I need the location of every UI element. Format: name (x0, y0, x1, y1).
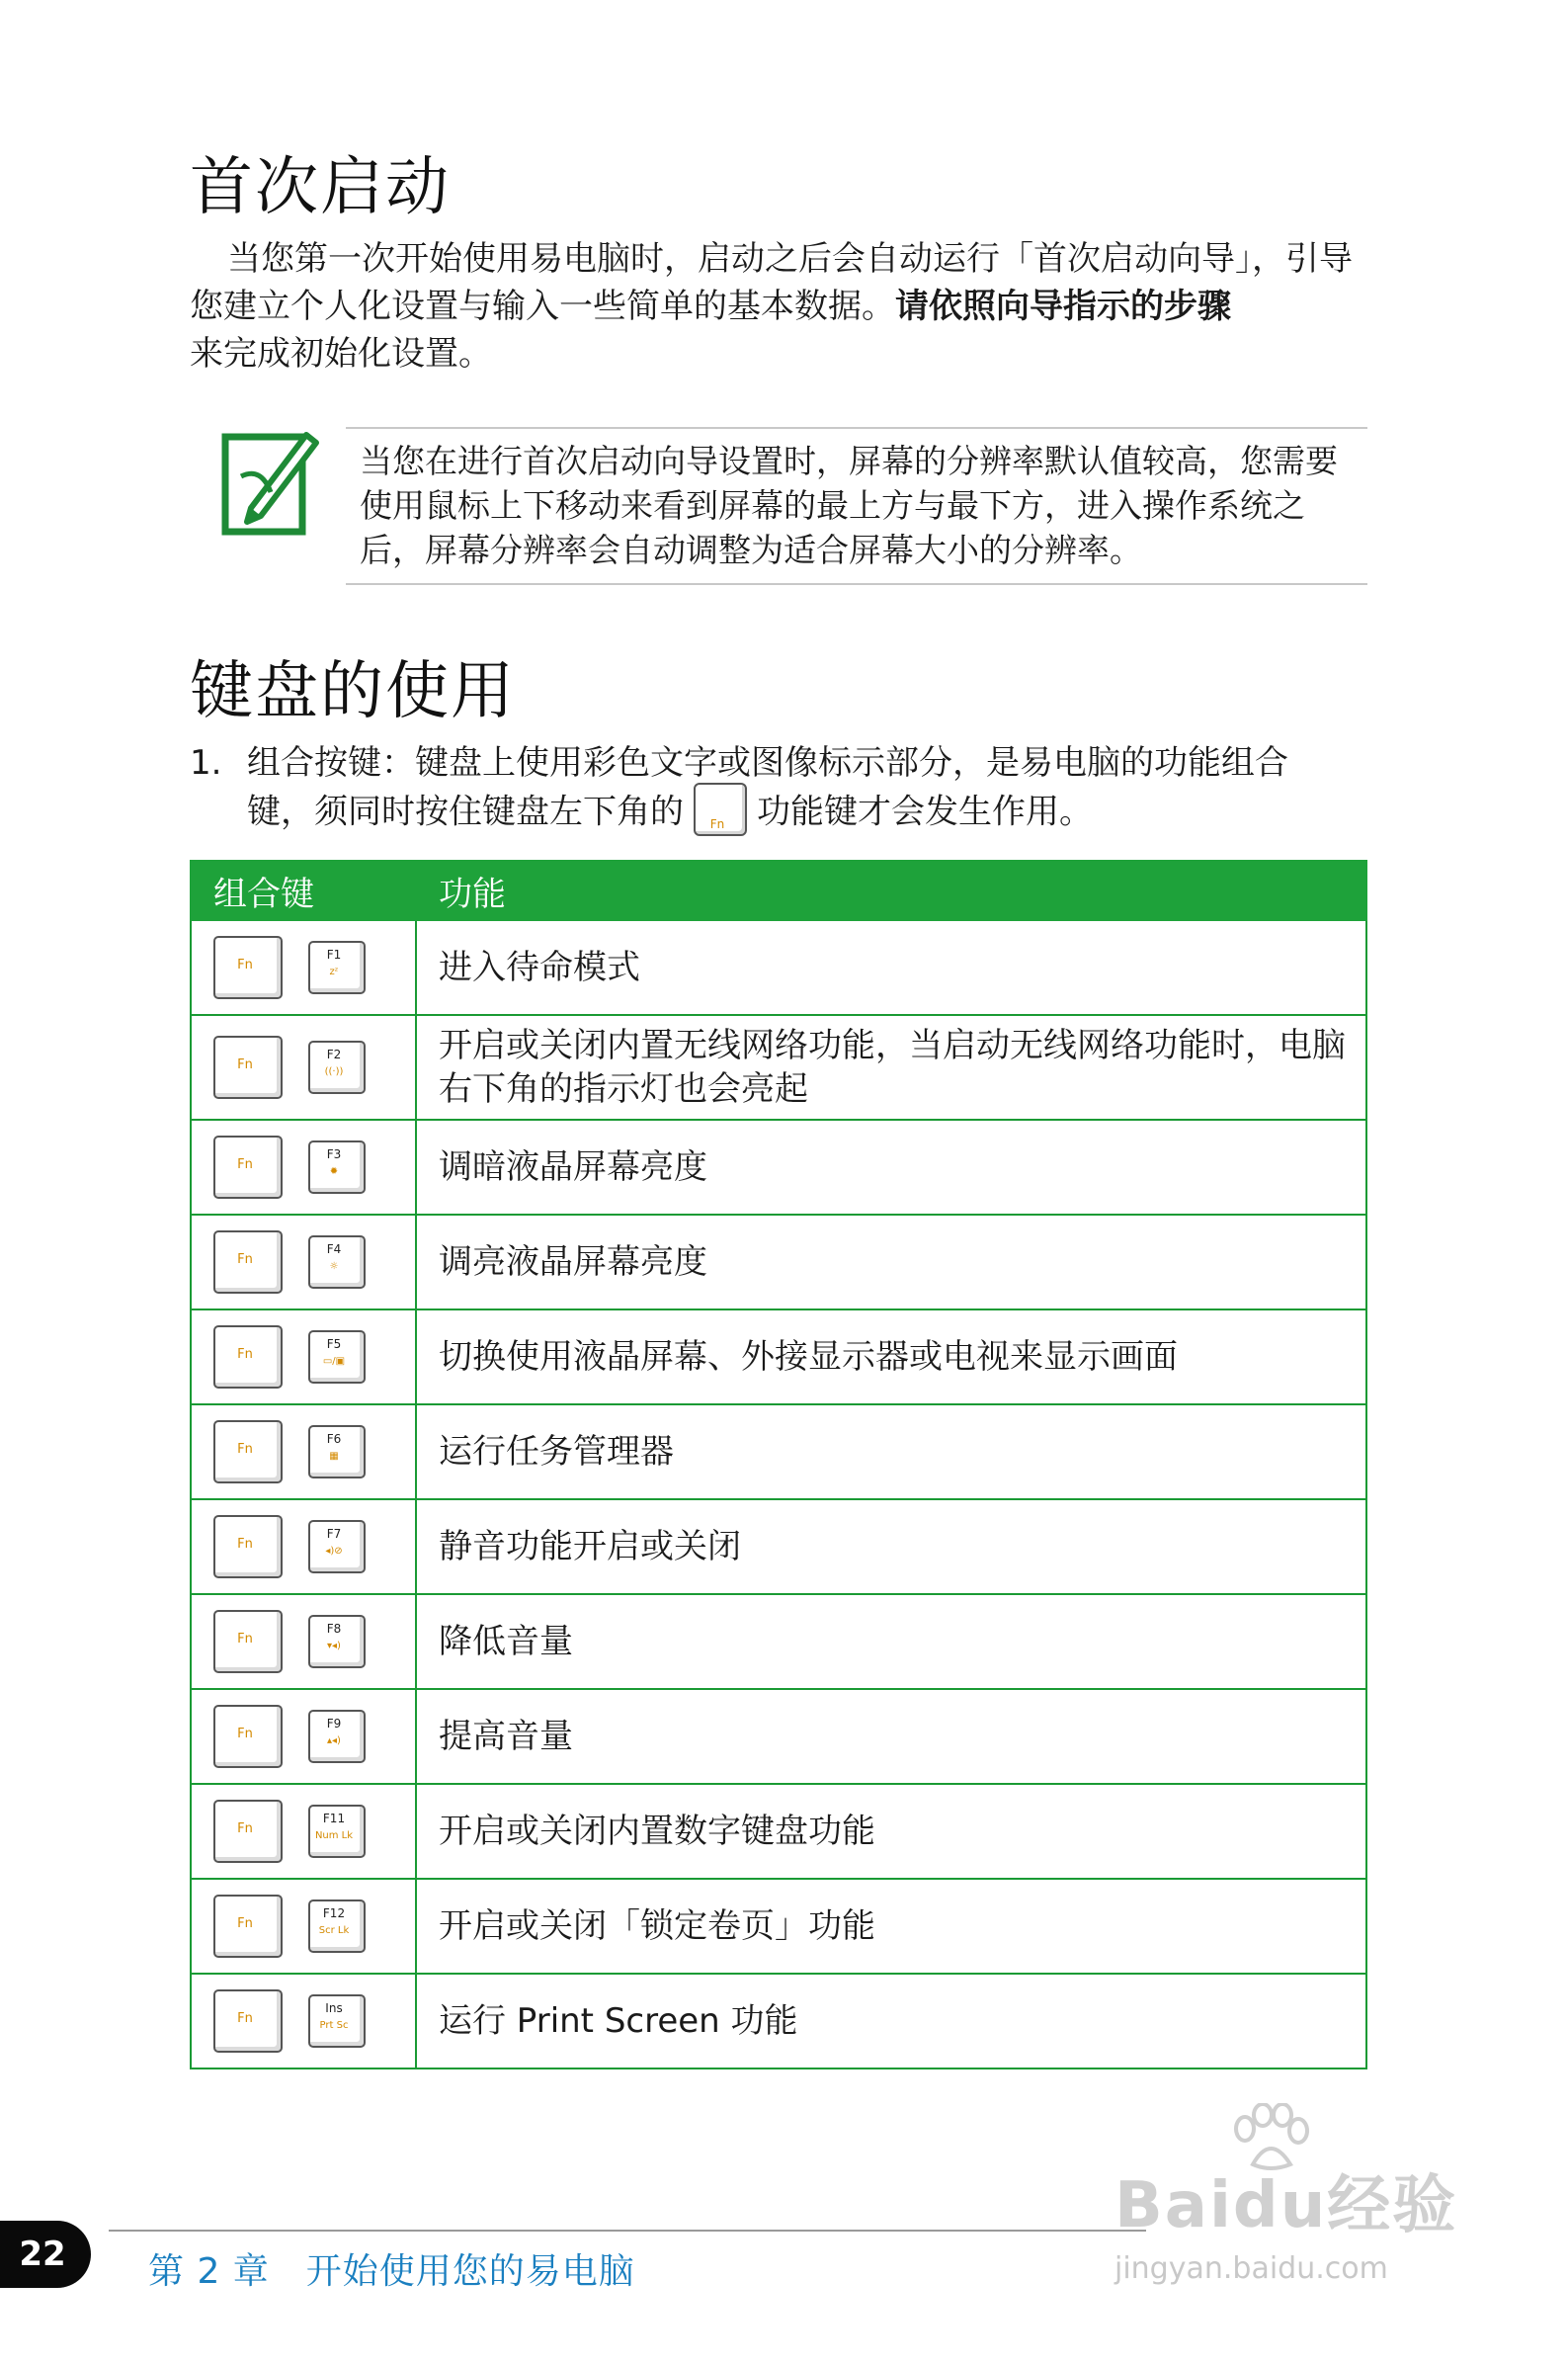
fn-key-icon (213, 1230, 283, 1294)
function-description: 降低音量 (416, 1594, 1366, 1689)
function-key-symbol: ◂)⊘ (325, 1546, 343, 1557)
fn-key-icon (213, 1136, 283, 1199)
combo-cell (191, 1784, 416, 1879)
function-description: 调暗液晶屏幕亮度 (416, 1120, 1366, 1215)
fn-key-label: Fn (237, 1347, 253, 1362)
fn-key-label: Fn (237, 958, 253, 972)
fn-key-label: Fn (237, 1632, 253, 1646)
table-row (191, 1594, 1366, 1689)
fn-key-label: Fn (237, 1057, 253, 1072)
function-key-label: F2 (326, 1048, 342, 1061)
fn-key-icon (213, 1800, 283, 1863)
function-key-symbol: ▦ (329, 1451, 339, 1462)
function-key-symbol: Prt Sc (319, 2020, 349, 2031)
function-description: 开启或关闭内置数字键盘功能 (416, 1784, 1366, 1879)
fn-key-label: Fn (709, 817, 725, 831)
function-description: 开启或关闭内置无线网络功能，当启动无线网络功能时，电脑右下角的指示灯也会亮起 (416, 1015, 1366, 1120)
list-number: 1. (190, 743, 222, 783)
fn-key-icon (213, 1515, 283, 1578)
intro-bold-text: 请依照向导指示的步骤 (895, 287, 1231, 326)
function-description: 调亮液晶屏幕亮度 (416, 1215, 1366, 1309)
function-key-symbol: ☼ (329, 1261, 339, 1272)
list-line-2-after: 功能键才会发生作用。 (757, 792, 1093, 832)
fn-key-label: Fn (237, 1252, 253, 1267)
function-key-label: F4 (326, 1242, 342, 1256)
combo-cell (191, 1594, 416, 1689)
combo-cell (191, 1015, 416, 1120)
watermark-url: jingyan.baidu.com (1114, 2251, 1388, 2286)
table-row (191, 1784, 1366, 1879)
function-key-icon (308, 1900, 366, 1953)
combo-cell (191, 1120, 416, 1215)
table-row (191, 1499, 1366, 1594)
function-key-label: F11 (322, 1812, 346, 1825)
function-key-symbol: Scr Lk (318, 1925, 350, 1936)
combo-cell (191, 1499, 416, 1594)
function-key-icon (308, 1330, 366, 1384)
function-key-icon (308, 941, 366, 994)
fn-key-label: Fn (237, 1537, 253, 1552)
footer-chapter-title: 第 2 章 开始使用您的易电脑 (148, 2251, 635, 2292)
list-line-2 (247, 787, 1093, 840)
function-key-icon (308, 1425, 366, 1478)
table-row (191, 1309, 1366, 1404)
function-key-label: F5 (326, 1337, 342, 1351)
note-text: 当您在进行首次启动向导设置时，屏幕的分辨率默认值较高，您需要使用鼠标上下移动来看到屏幕的最上方与最下方，进入操作系统之后，屏幕分辨率会自动调整为适合屏幕大小的分辨率。 (360, 442, 1338, 569)
combo-cell (191, 1879, 416, 1974)
function-description: 提高音量 (416, 1689, 1366, 1784)
table-row (191, 1404, 1366, 1499)
intro-text: 当您第一次开始使用易电脑时，启动之后会自动运行「首次启动向导」，引导您建立个人化设置与输入一些简单的基本数据。 (190, 239, 1353, 326)
function-description: 运行 Print Screen 功能 (416, 1974, 1366, 2068)
combo-cell (191, 920, 416, 1015)
header-combo: 组合键 (191, 861, 416, 920)
function-key-icon (308, 1041, 366, 1094)
function-description: 切换使用液晶屏幕、外接显示器或电视来显示画面 (416, 1309, 1366, 1404)
function-key-label: F7 (326, 1527, 342, 1541)
list-line-2-before: 键，须同时按住键盘左下角的 (247, 792, 684, 832)
combo-cell (191, 1215, 416, 1309)
fn-key-label: Fn (237, 1442, 253, 1457)
footer-divider (109, 2230, 1146, 2232)
intro-paragraph (190, 235, 1365, 378)
function-key-icon (308, 1710, 366, 1763)
fn-key-icon (213, 1705, 283, 1768)
function-key-label: F3 (326, 1147, 342, 1161)
header-function: 功能 (416, 861, 1366, 920)
fn-key-label: Fn (237, 1821, 253, 1836)
table-row (191, 1974, 1366, 2068)
function-key-symbol: ✹ (329, 1166, 339, 1177)
fn-key-icon (213, 1895, 283, 1958)
table-row (191, 920, 1366, 1015)
combo-cell (191, 1689, 416, 1784)
function-key-icon (308, 1520, 366, 1573)
function-key-symbol: ((·)) (324, 1066, 344, 1077)
function-key-symbol: ▾◂) (327, 1641, 341, 1651)
combo-cell (191, 1404, 416, 1499)
function-key-symbol: ▴◂) (327, 1735, 341, 1746)
table-row (191, 1015, 1366, 1120)
fn-key-icon (213, 1325, 283, 1389)
function-key-symbol: ▭/▣ (322, 1356, 346, 1367)
function-key-icon (308, 1805, 366, 1858)
fn-key-icon (213, 936, 283, 999)
function-description: 进入待命模式 (416, 920, 1366, 1015)
section-title-first-boot: 首次启动 (190, 151, 451, 224)
function-key-symbol: zᶻ (329, 967, 339, 977)
fn-key-label: Fn (237, 1727, 253, 1741)
function-key-label: Ins (325, 2001, 343, 2015)
watermark-brand: Baidu经验 (1114, 2169, 1458, 2242)
fn-key-label: Fn (237, 2011, 253, 2026)
function-key-icon (308, 1994, 366, 2048)
list-line-1: 组合按键：键盘上使用彩色文字或图像标示部分，是易电脑的功能组合 (247, 743, 1288, 783)
function-key-label: F9 (326, 1717, 342, 1731)
table-header-row (191, 861, 1366, 920)
table-row (191, 1120, 1366, 1215)
function-key-icon (308, 1615, 366, 1668)
table-row (191, 1689, 1366, 1784)
fn-key-icon (213, 1610, 283, 1673)
function-key-label: F1 (326, 948, 342, 962)
function-key-label: F6 (326, 1432, 342, 1446)
fn-key-label: Fn (237, 1157, 253, 1172)
fn-key-icon (694, 783, 747, 836)
intro-end-text: 来完成初始化设置。 (190, 334, 492, 374)
fn-key-icon (213, 1420, 283, 1483)
note-pencil-icon (221, 427, 320, 538)
note-box (346, 427, 1367, 585)
function-key-symbol: Num Lk (314, 1830, 354, 1841)
function-key-label: F12 (322, 1906, 346, 1920)
combo-cell (191, 1974, 416, 2068)
combo-cell (191, 1309, 416, 1404)
function-key-label: F8 (326, 1622, 342, 1636)
fn-key-icon (213, 1036, 283, 1099)
function-description: 运行任务管理器 (416, 1404, 1366, 1499)
function-description: 静音功能开启或关闭 (416, 1499, 1366, 1594)
function-key-icon (308, 1235, 366, 1289)
function-description: 开启或关闭「锁定卷页」功能 (416, 1879, 1366, 1974)
table-row (191, 1215, 1366, 1309)
page-number: 22 (0, 2221, 91, 2288)
fn-key-icon (213, 1989, 283, 2053)
fn-key-label: Fn (237, 1916, 253, 1931)
section-title-keyboard: 键盘的使用 (190, 655, 516, 728)
table-row (191, 1879, 1366, 1974)
function-key-icon (308, 1140, 366, 1194)
key-combo-table (190, 860, 1367, 2069)
